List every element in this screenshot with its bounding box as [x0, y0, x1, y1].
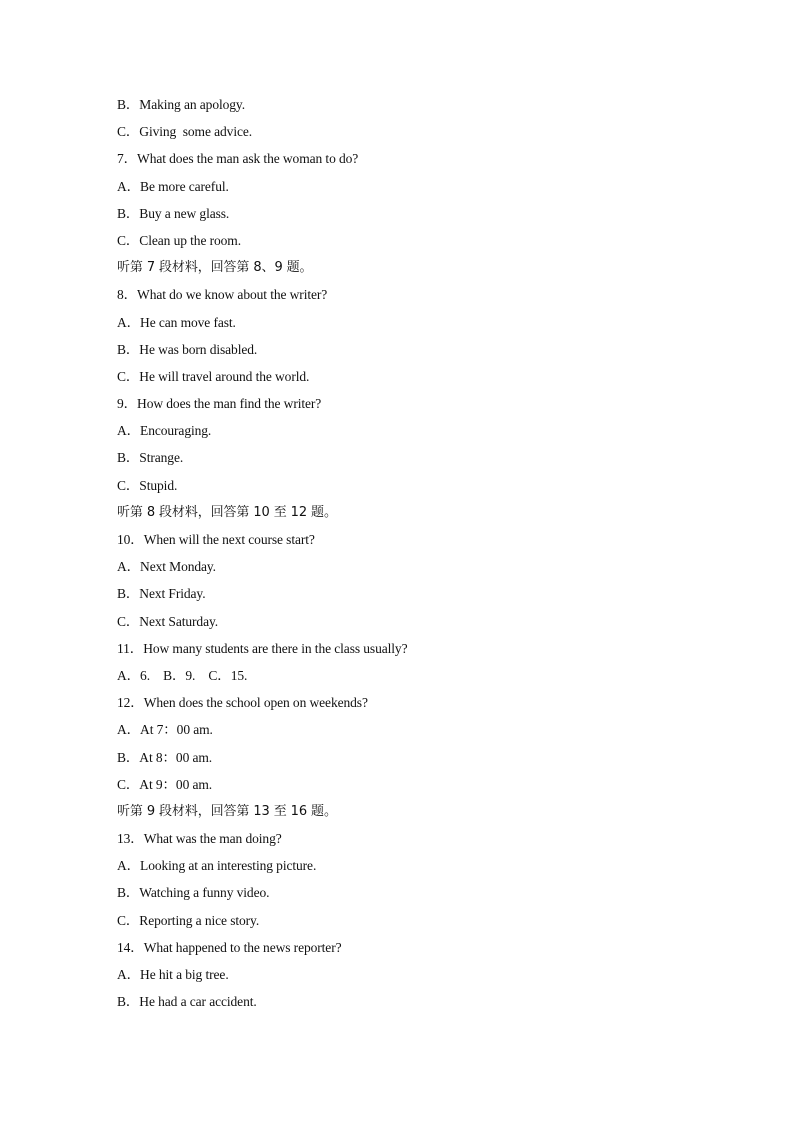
option-b-q8: B．He was born disabled.: [117, 341, 258, 357]
option-b-q13: B．Watching a funny video.: [117, 885, 270, 901]
option-b-q6: B．Making an apology.: [117, 97, 245, 112]
options-q11: A．6. B．9. C．15.: [117, 667, 248, 683]
option-c-q9: C．Stupid.: [117, 477, 178, 493]
option-a-q12: A．At 7：00 am.: [117, 722, 213, 738]
option-a-q9: A．Encouraging.: [117, 423, 212, 439]
question-8: 8．What do we know about the writer?: [117, 287, 328, 303]
option-b-q9: B．Strange.: [117, 450, 184, 466]
option-c-q8: C．He will travel around the world.: [117, 368, 310, 384]
section-heading-8: 听第 8 段材料，回答第 10 至 12 题。: [117, 504, 337, 520]
option-c-q12: C．At 9：00 am.: [117, 776, 213, 792]
option-a-q13: A．Looking at an interesting picture.: [117, 858, 317, 874]
option-b-q10: B．Next Friday.: [117, 586, 206, 602]
option-b-q7: B．Buy a new glass.: [117, 205, 230, 221]
question-13: 13．What was the man doing?: [117, 831, 282, 847]
option-a-q14: A．He hit a big tree.: [117, 967, 229, 982]
question-14: 14．What happened to the news reporter?: [117, 939, 342, 955]
option-a-q8: A．He can move fast.: [117, 314, 236, 330]
option-c-q7: C．Clean up the room.: [117, 232, 241, 248]
section-heading-7: 听第 7 段材料，回答第 8、9 题。: [117, 260, 313, 276]
option-c-q6: C．Giving some advice.: [117, 124, 253, 140]
question-7: 7．What does the man ask the woman to do?: [117, 151, 359, 167]
question-10: 10．When will the next course start?: [117, 532, 315, 547]
question-12: 12．When does the school open on weekends?: [117, 695, 368, 711]
section-heading-9: 听第 9 段材料，回答第 13 至 16 题。: [117, 803, 337, 819]
option-a-q7: A．Be more careful.: [117, 178, 229, 194]
document-body: [117, 93, 757, 1017]
question-9: 9．How does the man find the writer?: [117, 396, 322, 412]
option-b-q12: B．At 8：00 am.: [117, 749, 213, 765]
option-c-q10: C．Next Saturday.: [117, 613, 219, 629]
option-b-q14: B．He had a car accident.: [117, 994, 257, 1010]
question-11: 11．How many students are there in the class usually?: [117, 640, 408, 656]
option-c-q13: C．Reporting a nice story.: [117, 912, 260, 928]
option-a-q10: A．Next Monday.: [117, 559, 216, 575]
